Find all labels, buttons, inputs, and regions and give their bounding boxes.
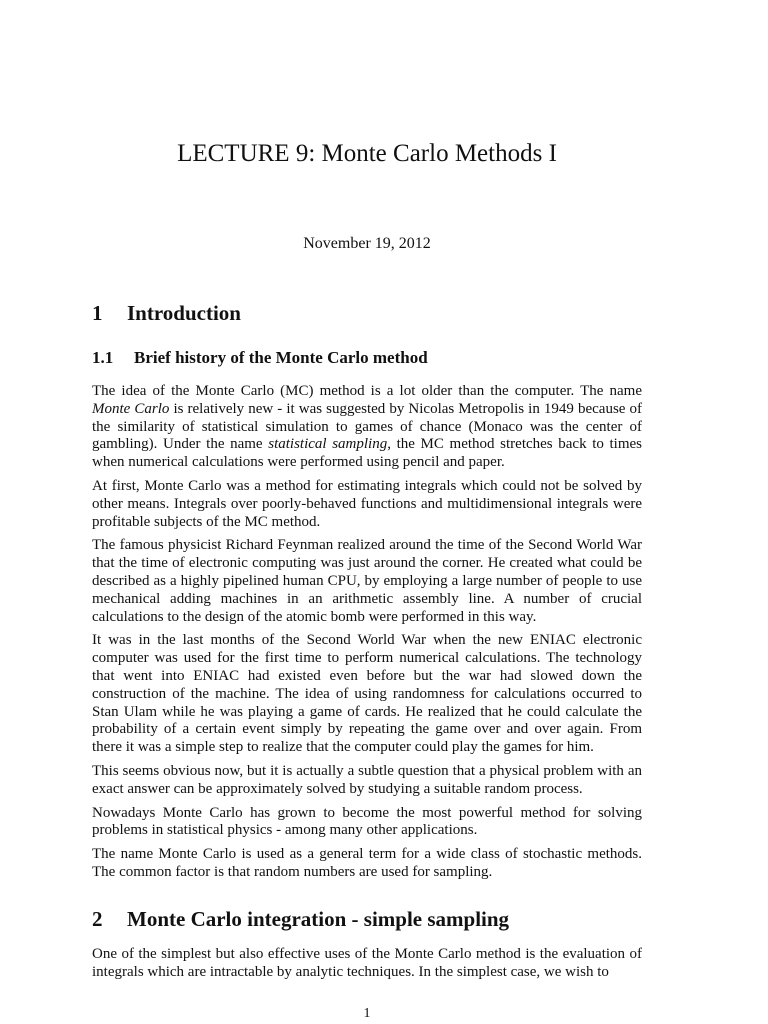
paragraph-text: The idea of the Monte Carlo (MC) method is a lot older than the computer. The name (92, 383, 642, 399)
section-number: 1 (92, 301, 103, 325)
section-1-body (92, 383, 642, 888)
paragraph: The famous physicist Richard Feynman realized around the time of the Second World War that the time of electronic computing was just around the corner. He created what could be described as a highly pipelined human CPU, by employing a large number of people to use mechanical adding machines in an arithmetic assembly line. A number of crucial calculations to the design of the atomic bomb were performed in this way. (92, 537, 642, 625)
paragraph (92, 383, 642, 472)
section-number: 2 (92, 907, 103, 931)
section-heading-monte-carlo-integration (92, 906, 509, 932)
paper-date: November 19, 2012 (303, 235, 431, 252)
paragraph: At first, Monte Carlo was a method for estimating integrals which could not be solved by other means. Integrals over poorly-behaved functions and multidimensional integrals were profitable subjects of the MC method. (92, 477, 642, 530)
section-title: Monte Carlo integration - simple sampling (127, 907, 510, 931)
emphasized-term: statistical sampling (268, 436, 388, 453)
paragraph: One of the simplest but also effective uses of the Monte Carlo method is the evaluation of integrals which are intractable by analytic techniques. In the simplest case, we wish to (92, 946, 642, 980)
paragraph: This seems obvious now, but it is actually a subtle question that a physical problem with an exact answer can be approximately solved by studying a suitable random process. (92, 762, 642, 797)
subsection-title: Brief history of the Monte Carlo method (134, 348, 428, 367)
subsection-number: 1.1 (92, 348, 114, 367)
section-2-body (92, 946, 642, 988)
paragraph: Nowadays Monte Carlo has grown to become the most powerful method for solving problems in statistical physics - among many other applications. (92, 804, 642, 839)
page-number: 1 (363, 1006, 371, 1021)
paragraph: It was in the last months of the Second World War when the new ENIAC electronic computer was used for the first time to perform numerical calculations. The technology that went into ENIAC had existed even before but the war had slowed down the construction of the machine. The idea of using randomness for calculations occurred to Stan Ulam while he was playing a game of cards. He realized that he could calculate the probability of a certain event simply by repeating the game over and over again. From there it was a simple step to realize that the computer could play the games for him. (92, 632, 642, 756)
section-heading-introduction (92, 300, 241, 326)
section-title: Introduction (127, 301, 241, 325)
subsection-heading-brief-history (92, 347, 428, 369)
paragraph-text: , the MC method stretches back to times when numerical calculations were performed using pencil and paper. (92, 436, 643, 471)
paragraph: The name Monte Carlo is used as a general term for a wide class of stochastic methods. The common factor is that random numbers are used for sampling. (92, 846, 642, 880)
paper-title: LECTURE 9: Monte Carlo Methods I (177, 140, 557, 167)
paragraph-text: is relatively new - it was suggested by Nicolas Metropolis in 1949 because of the similarity of statistical simulation to games of chance (Monaco was the center of gambling). Under the name (92, 400, 642, 453)
emphasized-term: Monte Carlo (92, 400, 170, 417)
